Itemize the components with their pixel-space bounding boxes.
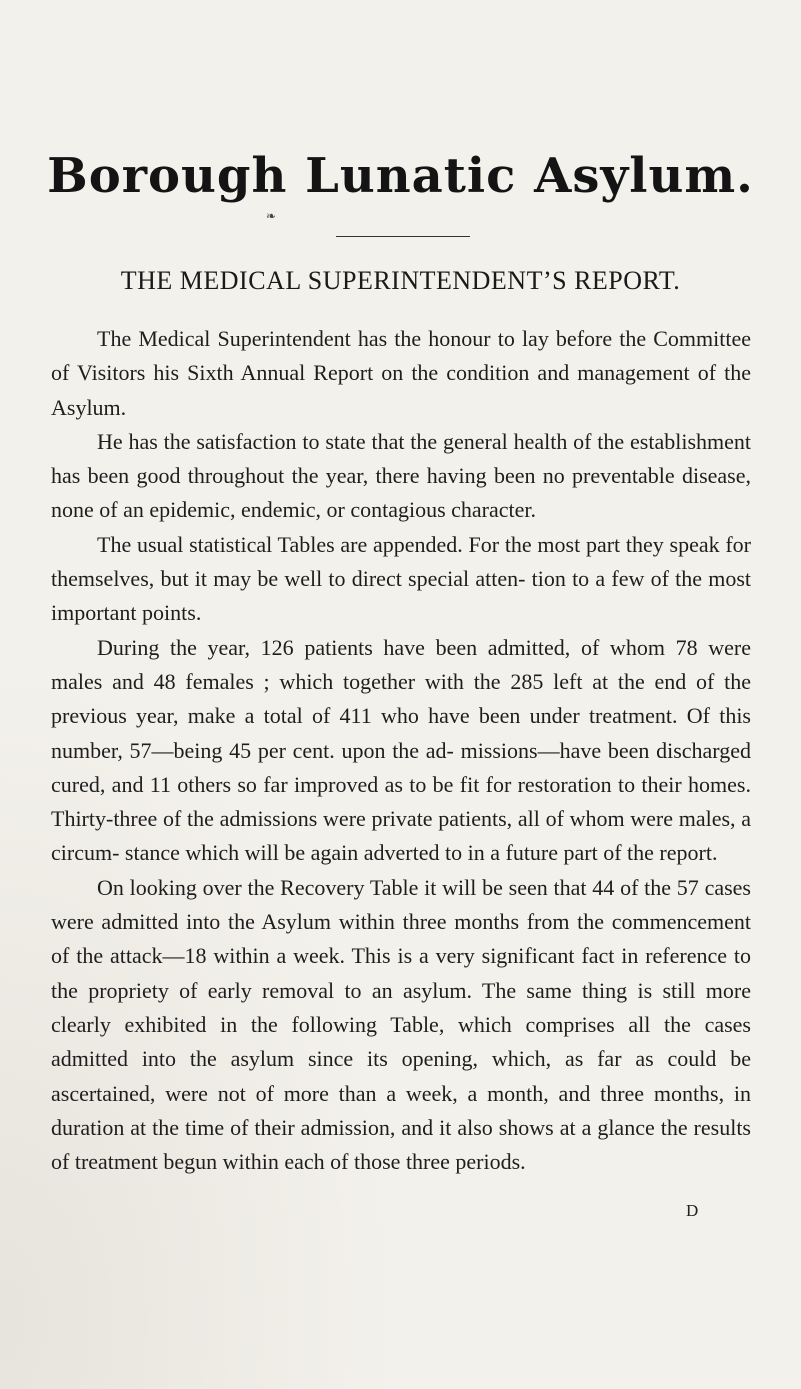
paragraph: The usual statistical Tables are appended. For the most part they speak for themselves, but it may be well to direct special atten- tion to a few of the most important points.: [51, 531, 751, 626]
paragraph: He has the satisfaction to state that the general health of the establishment has been good throughout the year, there having been no preventable disease, none of an epidemic, endemic, or contagious character.: [51, 428, 751, 523]
paragraph: The Medical Superintendent has the honour to lay before the Committee of Visitors his Sixth Annual Report on the condition and management of the Asylum.: [51, 326, 751, 420]
signature-mark: D: [686, 1201, 699, 1220]
report-heading: THE MEDICAL SUPERINTENDENT’S REPORT.: [120, 266, 681, 295]
report-body: [51, 322, 751, 1179]
ornament-icon: ❧: [266, 209, 277, 223]
masthead-title: Borough Lunatic Asylum.: [47, 148, 754, 204]
divider-rule: [336, 236, 470, 237]
paragraph: During the year, 126 patients have been admitted, of whom 78 were males and 48 females ; which together with the 285 left at the end of the previous year, make a total of 411 who have been under treatment. Of this number, 57—being 45 per cent. upon the ad- missions—have been discharged cured, and 11 others so far improved as to be fit for restoration to their homes. Thirty-three of the admissions were private patients, all of whom were males, a circum- stance which will be again adverted to in a future part of the report.: [51, 634, 751, 866]
paragraph: On looking over the Recovery Table it will be seen that 44 of the 57 cases were admitted into the Asylum within three months from the commencement of the attack—18 within a week. This is a very significant fact in reference to the propriety of early removal to an asylum. The same thing is still more clearly exhibited in the following Table, which comprises all the cases admitted into the asylum since its opening, which, as far as could be ascertained, were not of more than a week, a month, and three months, in duration at the time of their admission, and it also shows at a glance the results of treatment begun within each of those three periods.: [51, 874, 751, 1175]
